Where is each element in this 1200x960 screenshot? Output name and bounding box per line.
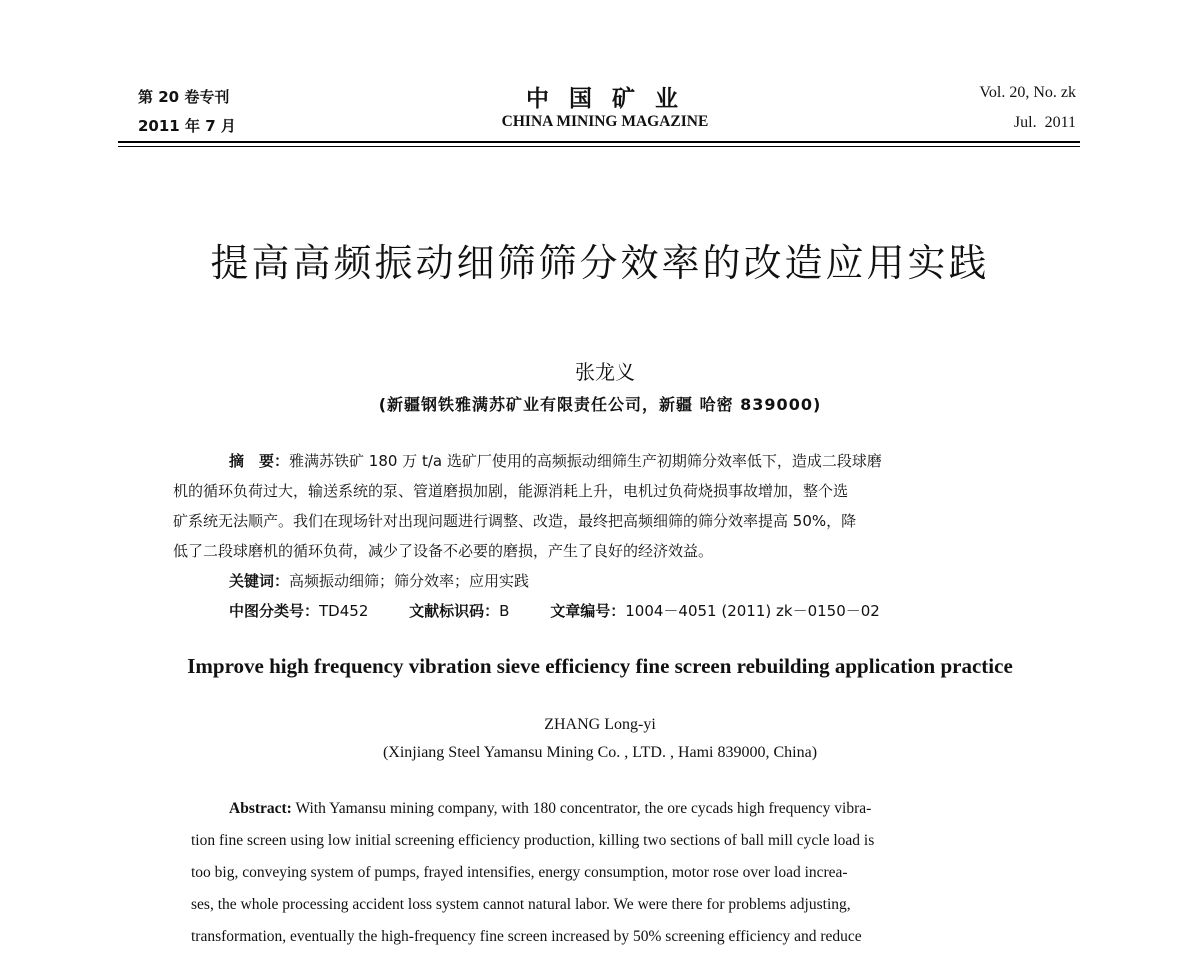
affiliation-en: (Xinjiang Steel Yamansu Mining Co. , LTD. , Hami 839000, China) xyxy=(382,744,818,761)
author-en: ZHANG Long-yi xyxy=(544,716,656,733)
abstract-cn-label: 摘 要： xyxy=(229,452,290,470)
abstract-en-text: ses, the whole processing accident loss system cannot natural labor. We were there for problems adjusting, xyxy=(191,896,851,913)
abstract-cn-text: 低了二段球磨机的循环负荷，减少了设备不必要的磨损，产生了良好的经济效益。 xyxy=(173,542,714,560)
author-cn: 张龙义 xyxy=(575,360,635,384)
abstract-en-text: too big, conveying system of pumps, frayed intensifies, energy consumption, motor rose over load increa- xyxy=(191,864,848,881)
abstract-cn-line xyxy=(173,536,1023,566)
abstract-cn-line xyxy=(173,446,1023,476)
doc-code-value: B xyxy=(499,602,510,620)
volume-info: 第 20 卷专刊 xyxy=(138,88,230,106)
journal-title-cn: 中 国 矿 业 xyxy=(525,86,685,112)
issue-date-cn: 2011 年 7 月 xyxy=(138,117,236,135)
header-rule-thin xyxy=(118,146,1080,147)
header-rule-thick xyxy=(118,141,1080,143)
abstract-en-text: With Yamansu mining company, with 180 concentrator, the ore cycads high frequency vibra- xyxy=(295,800,872,817)
affiliation-cn: (新疆钢铁雅满苏矿业有限责任公司，新疆 哈密 839000) xyxy=(378,395,822,414)
abstract-en-text: transformation, eventually the high-frequency fine screen increased by 50% screening efficiency and reduce xyxy=(191,928,862,945)
clc-label: 中图分类号： xyxy=(229,602,320,620)
abstract-cn-text: 雅满苏铁矿 180 万 t/a 选矿厂使用的高频振动细筛生产初期筛分效率低下，造成二段球磨 xyxy=(289,452,882,470)
abstract-en-line xyxy=(191,832,1021,864)
journal-title-en: CHINA MINING MAGAZINE xyxy=(501,113,709,130)
abstract-en-text: tion fine screen using low initial screening efficiency production, killing two sections of ball mill cycle load is xyxy=(191,832,875,849)
abstract-en-line xyxy=(191,864,1021,896)
volume-info-en: Vol. 20, No. zk xyxy=(979,84,1076,101)
abstract-en-line xyxy=(191,896,1021,928)
clc-value: TD452 xyxy=(319,602,369,620)
abstract-cn-text: 机的循环负荷过大，输送系统的泵、管道磨损加剧，能源消耗上升，电机过负荷烧损事故增加，整个选 xyxy=(173,482,849,500)
keywords-cn xyxy=(173,566,1023,596)
abstract-en-label: Abstract: xyxy=(229,800,292,817)
paper-title-cn: 提高高频振动细筛筛分效率的改造应用实践 xyxy=(210,241,990,285)
classification-line xyxy=(173,596,1023,626)
issue-date-en: Jul. 2011 xyxy=(1013,114,1076,131)
abstract-en-line xyxy=(191,928,1021,960)
abstract-en-line xyxy=(191,800,1021,832)
keywords-cn-text: 高频振动细筛；筛分效率；应用实践 xyxy=(289,572,530,590)
paper-title-en: Improve high frequency vibration sieve efficiency fine screen rebuilding application practice xyxy=(187,654,1013,678)
abstract-cn-line xyxy=(173,476,1023,506)
abstract-cn-line xyxy=(173,506,1023,536)
article-no-value: 1004－4051 (2011) zk－0150－02 xyxy=(625,602,880,620)
abstract-cn xyxy=(173,446,1023,626)
doc-code-label: 文献标识码： xyxy=(409,602,500,620)
abstract-cn-text: 矿系统无法顺产。我们在现场针对出现问题进行调整、改造，最终把高频细筛的筛分效率提高 50%，降 xyxy=(173,512,857,530)
article-no-label: 文章编号： xyxy=(550,602,626,620)
keywords-cn-label: 关键词： xyxy=(229,572,290,590)
abstract-en xyxy=(191,800,1021,960)
